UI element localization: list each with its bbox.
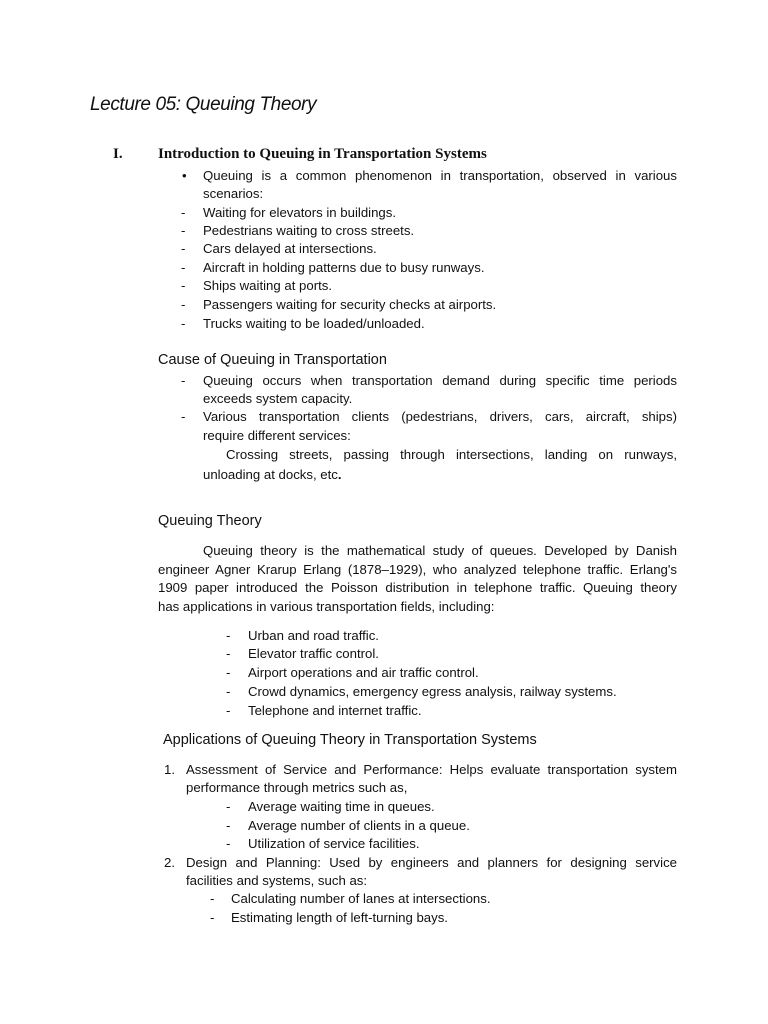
sub-item: Estimating length of left-turning bays. [231, 910, 448, 925]
dash-marker: - [181, 316, 186, 331]
sub-item: Calculating number of lanes at intersections. [231, 891, 491, 906]
dash-marker: - [181, 205, 186, 220]
sub-item: Utilization of service facilities. [248, 836, 420, 851]
dash-marker: - [181, 223, 186, 238]
intro-bullet-line2: scenarios: [203, 186, 264, 201]
theory-para-line4: has applications in various transportation fields, including: [158, 599, 495, 614]
cause-item1-line1: Queuing occurs when transportation demand during specific time periods [203, 373, 677, 388]
section-title: Introduction to Queuing in Transportation Systems [158, 146, 487, 162]
dash-marker: - [226, 836, 231, 851]
app-item2-line1: Design and Planning: Used by engineers and planners for designing service [186, 855, 677, 870]
theory-para-line2: engineer Agner Krarup Erlang (1878–1929), who analyzed telephone traffic. Erlang's [158, 562, 677, 577]
bullet-marker: • [182, 168, 187, 183]
example-item: Waiting for elevators in buildings. [203, 205, 397, 220]
app-item1-line1: Assessment of Service and Performance: Helps evaluate transportation system [186, 762, 677, 777]
field-item: Elevator traffic control. [248, 646, 379, 661]
dash-marker: - [181, 241, 186, 256]
cause-item1-line2: exceeds system capacity. [203, 391, 353, 406]
dash-marker: - [226, 665, 231, 680]
section-number: I. [113, 146, 123, 162]
theory-para-line1: Queuing theory is the mathematical study of queues. Developed by Danish [203, 543, 677, 558]
dash-marker: - [226, 628, 231, 643]
dash-marker: - [181, 373, 186, 388]
theory-para-line3: 1909 paper introduced the Poisson distribution in telephone traffic. Queuing theory [158, 580, 677, 595]
intro-bullet-line1: Queuing is a common phenomenon in transportation, observed in various [203, 168, 677, 183]
dash-marker: - [226, 703, 231, 718]
dash-marker: - [181, 297, 186, 312]
dash-marker: - [210, 910, 215, 925]
field-item: Urban and road traffic. [248, 628, 379, 643]
list-number: 1. [164, 762, 175, 777]
cause-item2-line4: unloading at docks, etc. [203, 467, 342, 482]
cause-item2-line2: require different services: [203, 428, 351, 443]
dash-marker: - [210, 891, 215, 906]
example-item: Trucks waiting to be loaded/unloaded. [203, 316, 425, 331]
field-item: Telephone and internet traffic. [248, 703, 422, 718]
dash-marker: - [181, 260, 186, 275]
sub-item: Average number of clients in a queue. [248, 818, 470, 833]
dash-marker: - [226, 684, 231, 699]
example-item: Aircraft in holding patterns due to busy runways. [203, 260, 485, 275]
field-item: Crowd dynamics, emergency egress analysis, railway systems. [248, 684, 617, 699]
example-item: Passengers waiting for security checks at airports. [203, 297, 497, 312]
theory-heading: Queuing Theory [158, 513, 262, 529]
cause-item2-line1: Various transportation clients (pedestrians, drivers, cars, aircraft, ships) [203, 409, 677, 424]
applications-heading: Applications of Queuing Theory in Transportation Systems [163, 732, 537, 748]
example-item: Cars delayed at intersections. [203, 241, 377, 256]
field-item: Airport operations and air traffic control. [248, 665, 479, 680]
list-number: 2. [164, 855, 175, 870]
sub-item: Average waiting time in queues. [248, 799, 435, 814]
dash-marker: - [181, 409, 186, 424]
cause-item2-line3: Crossing streets, passing through intersections, landing on runways, [226, 447, 677, 462]
example-item: Pedestrians waiting to cross streets. [203, 223, 415, 238]
dash-marker: - [226, 646, 231, 661]
lecture-title: Lecture 05: Queuing Theory [90, 94, 317, 115]
dash-marker: - [226, 799, 231, 814]
dash-marker: - [226, 818, 231, 833]
example-item: Ships waiting at ports. [203, 278, 333, 293]
cause-heading: Cause of Queuing in Transportation [158, 352, 387, 368]
dash-marker: - [181, 278, 186, 293]
app-item1-line2: performance through metrics such as, [186, 780, 408, 795]
app-item2-line2: facilities and systems, such as: [186, 873, 368, 888]
